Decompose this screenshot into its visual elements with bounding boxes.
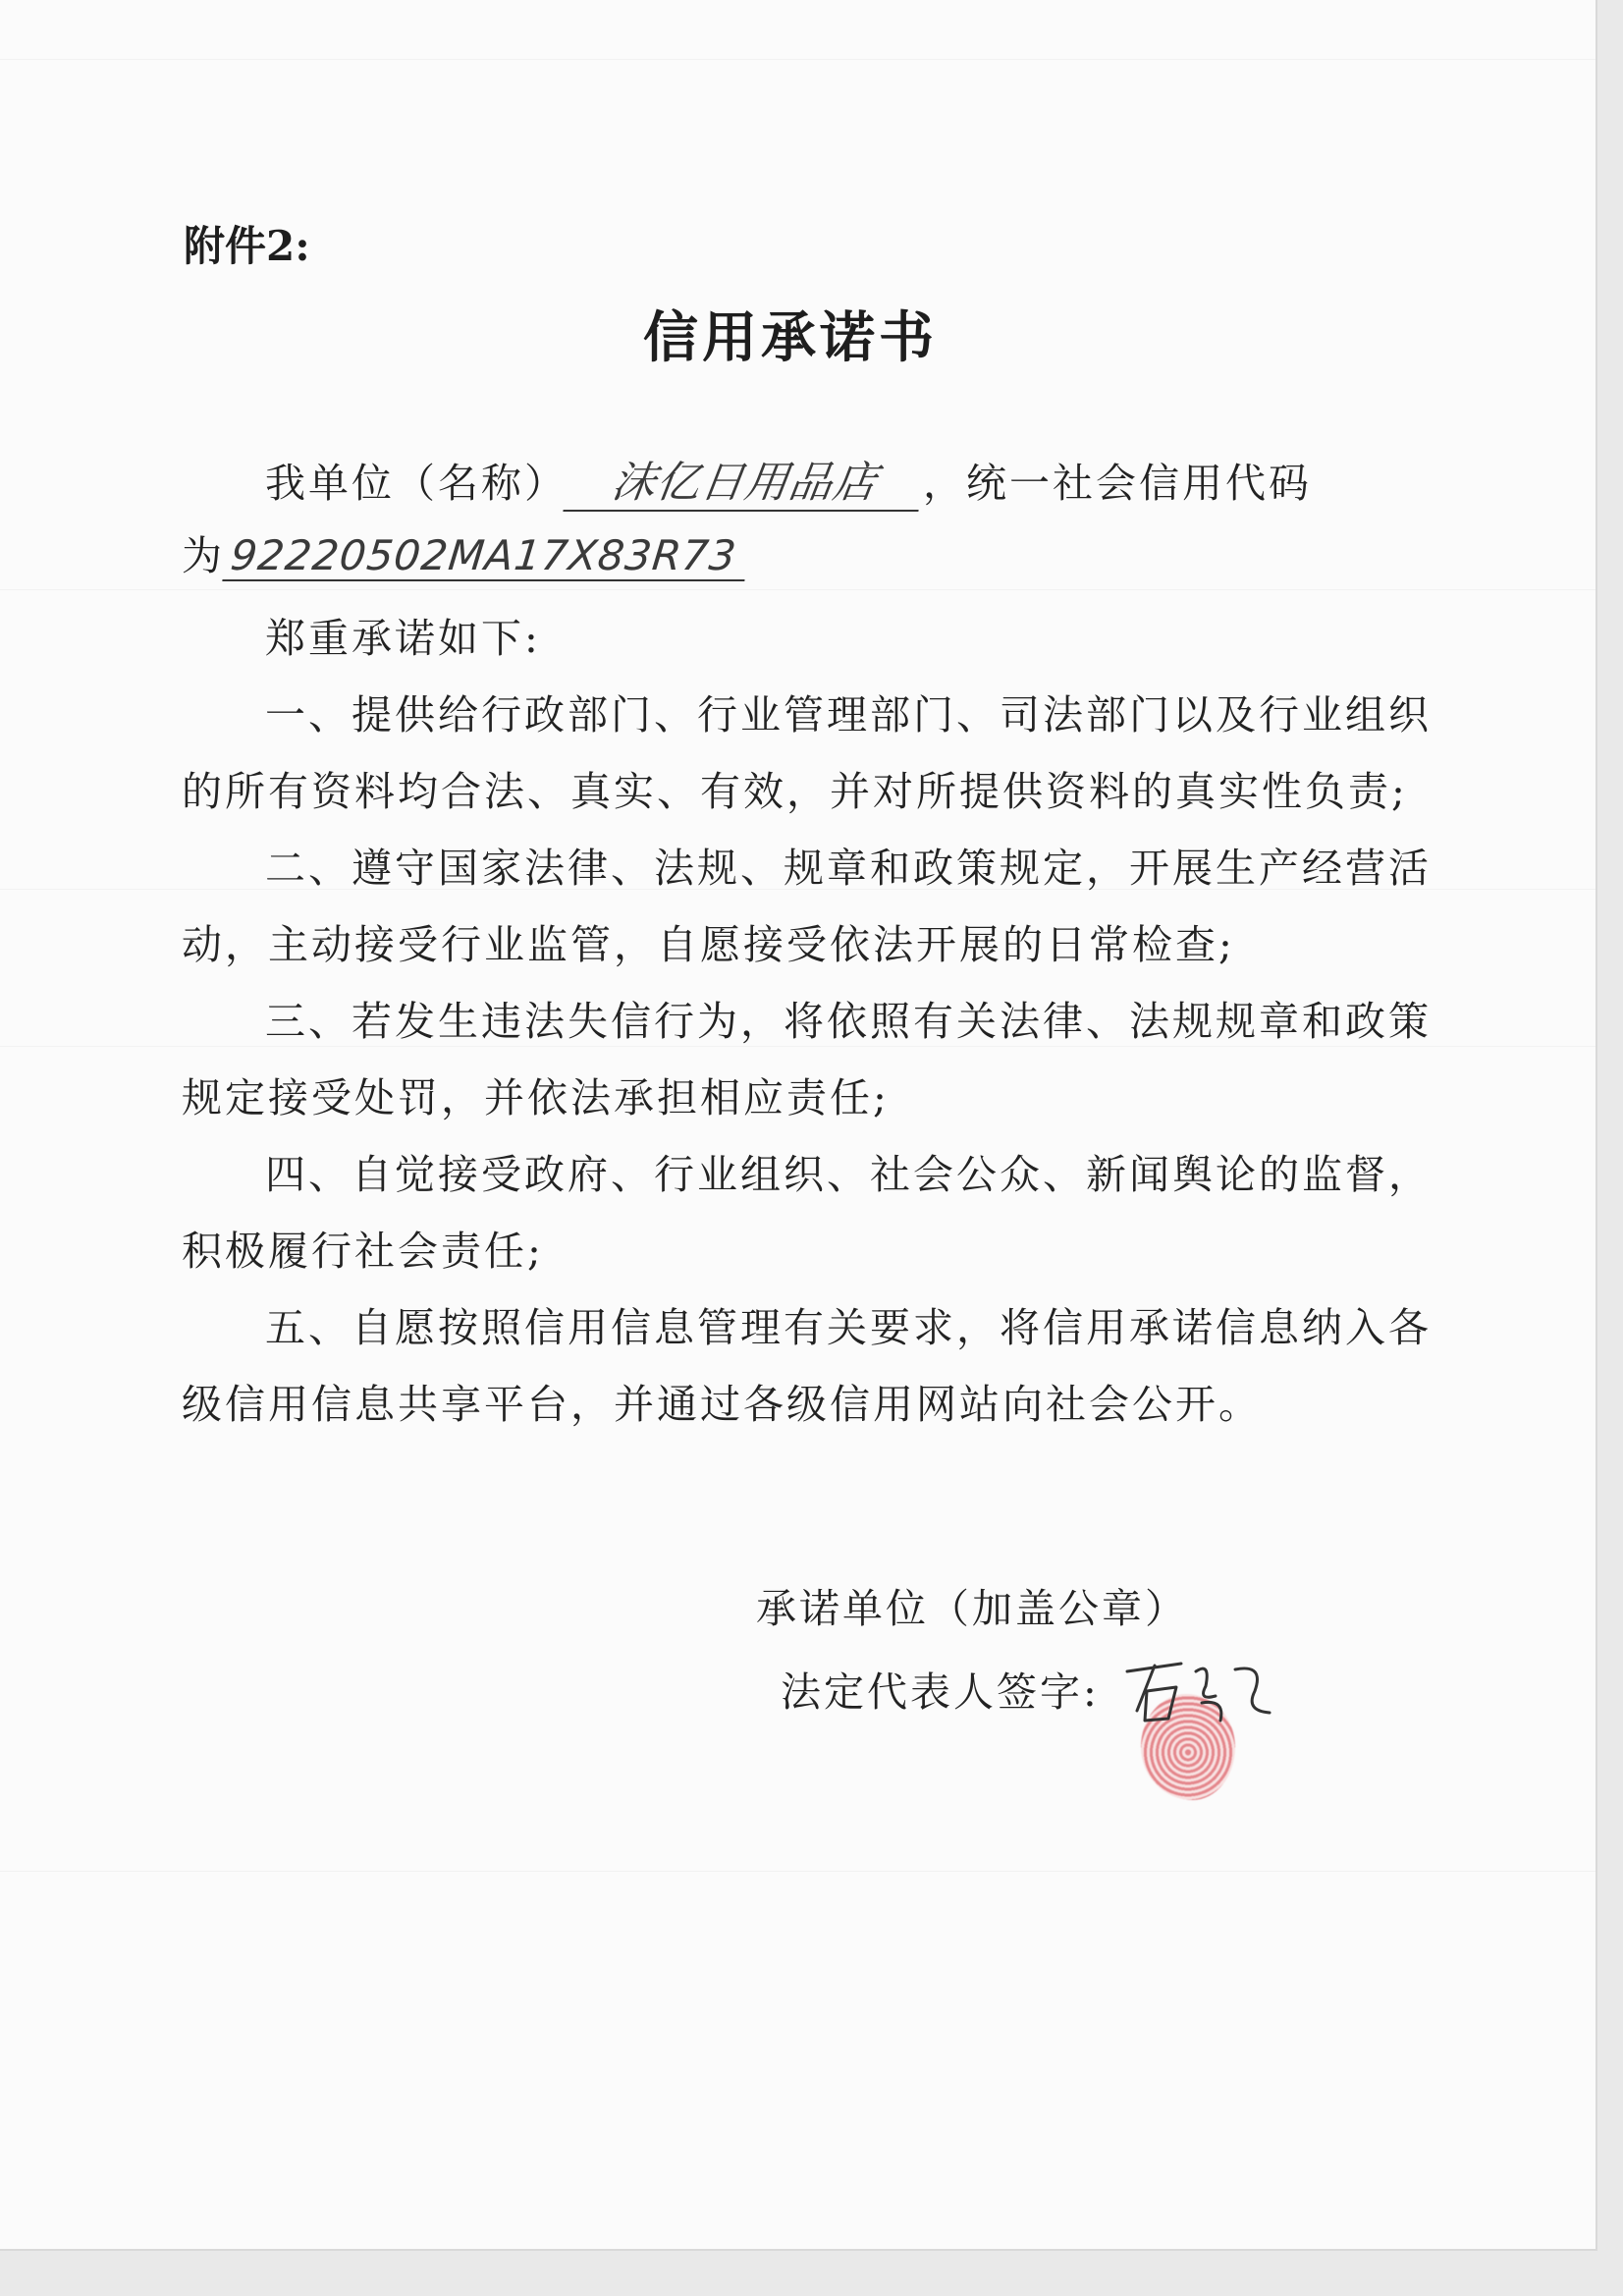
scan-artifact — [0, 589, 1596, 590]
intro-prefix: 我单位（名称） — [265, 460, 568, 507]
scan-artifact — [0, 1871, 1596, 1872]
pledge-line: 动，主动接受行业监管，自愿接受依法开展的日常检查; — [182, 921, 1235, 968]
scan-artifact — [0, 59, 1596, 60]
pledge-line: 规定接受处罚，并依法承担相应责任; — [182, 1074, 890, 1121]
seal-label: 承诺单位（加盖公章） — [756, 1585, 1188, 1632]
annex-label: 附件2: — [184, 222, 310, 270]
code-prefix: 为 — [182, 532, 225, 579]
pledge-line: 积极履行社会责任; — [182, 1228, 544, 1275]
pledge-line: 的所有资料均合法、真实、有效，并对所提供资料的真实性负责; — [182, 768, 1408, 815]
credit-code-handwritten: 92220502MA17X83R73 — [222, 531, 749, 581]
pledge-line: 四、自觉接受政府、行业组织、社会公众、新闻舆论的监督， — [265, 1151, 1432, 1198]
intro-suffix: ，统一社会信用代码 — [923, 460, 1312, 507]
intro-line-2 — [182, 523, 747, 581]
pledge-lead: 郑重承诺如下: — [265, 615, 541, 662]
pledge-line: 五、自愿按照信用信息管理有关要求，将信用承诺信息纳入各 — [265, 1304, 1432, 1351]
signature-label: 法定代表人签字: — [781, 1668, 1100, 1716]
pledge-line: 一、提供给行政部门、行业管理部门、司法部门以及行业组织 — [265, 691, 1432, 738]
intro-line-1 — [182, 447, 1312, 512]
unit-name-handwritten: 沫亿日用品店 — [563, 447, 927, 512]
pledge-line: 三、若发生违法失信行为，将依照有关法律、法规规章和政策 — [265, 998, 1432, 1045]
document-title: 信用承诺书 — [643, 305, 938, 370]
handwritten-signature — [1108, 1642, 1274, 1740]
pledge-line: 二、遵守国家法律、法规、规章和政策规定，开展生产经营活 — [265, 845, 1432, 892]
pledge-line: 级信用信息共享平台，并通过各级信用网站向社会公开。 — [182, 1381, 1262, 1428]
